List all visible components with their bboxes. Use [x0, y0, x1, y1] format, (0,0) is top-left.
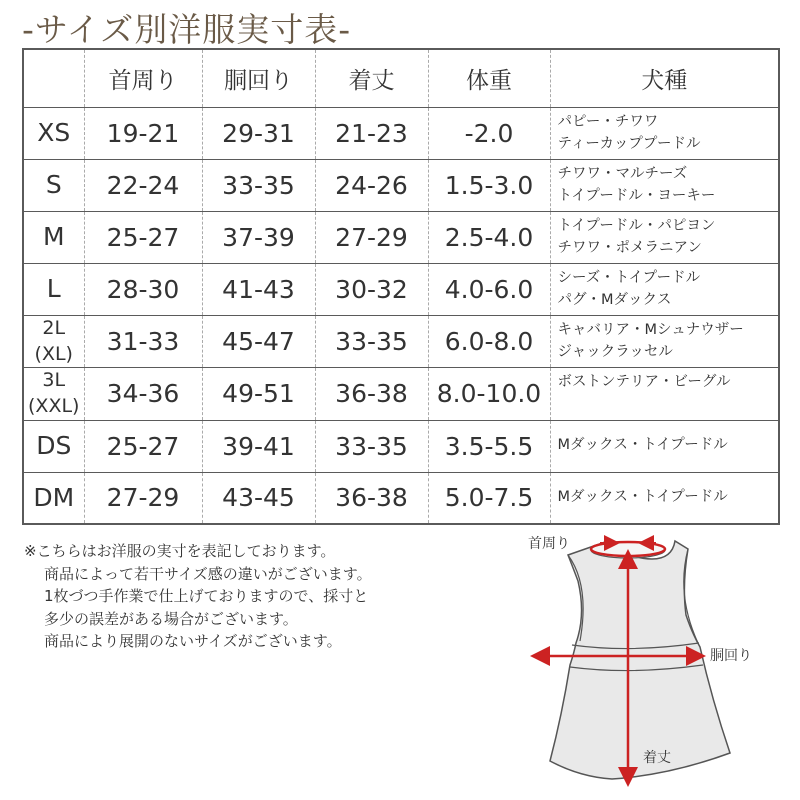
length-cell: 30-32 — [315, 264, 428, 316]
size-cell — [23, 368, 84, 420]
neck-cell: 31-33 — [84, 316, 202, 368]
note-line: 1枚づつ手作業で仕上げておりますので、採寸と — [44, 587, 369, 605]
header-chest: 胴回り — [202, 49, 315, 108]
weight-cell: 3.5-5.5 — [428, 420, 550, 472]
neck-cell: 34-36 — [84, 368, 202, 420]
breed-line: キャバリア・Mシュナウザー — [557, 322, 744, 338]
size-cell — [23, 160, 84, 212]
chest-cell: 37-39 — [202, 212, 315, 264]
chest-cell: 41-43 — [202, 264, 315, 316]
size-cell — [23, 472, 84, 524]
breed-line: ティーカッププードル — [557, 135, 701, 152]
breed-line: パグ・Mダックス — [557, 291, 672, 308]
header-weight: 体重 — [428, 49, 550, 108]
breed-cell — [550, 316, 779, 368]
breed-cell — [550, 212, 779, 264]
size-cell — [23, 264, 84, 316]
neck-cell: 19-21 — [84, 108, 202, 160]
length-cell: 36-38 — [315, 368, 428, 420]
breed-line: ボストンテリア・ビーグル — [557, 374, 731, 391]
chest-cell: 39-41 — [202, 420, 315, 472]
neck-cell: 25-27 — [84, 212, 202, 264]
length-label: 着丈 — [643, 750, 671, 766]
notes-block — [24, 540, 372, 653]
neck-label: 首周り — [528, 536, 570, 552]
length-cell: 24-26 — [315, 160, 428, 212]
weight-cell: 5.0-7.5 — [428, 472, 550, 524]
size-cell — [23, 420, 84, 472]
header-size — [23, 49, 84, 108]
breed-line: トイプードル・パピヨン — [557, 218, 716, 234]
dress-outline — [550, 541, 730, 779]
page-title: -サイズ別洋服実寸表- — [22, 10, 352, 49]
breed-line: トイプードル・ヨーキー — [557, 187, 716, 204]
table-row — [23, 108, 779, 160]
size-label: DM — [33, 482, 75, 512]
size-cell — [23, 316, 84, 368]
note-line: 多少の誤差がある場合がございます。 — [44, 609, 298, 628]
weight-cell: 2.5-4.0 — [428, 212, 550, 264]
size-label: 3L — [42, 369, 66, 392]
weight-cell: 1.5-3.0 — [428, 160, 550, 212]
breed-cell — [550, 420, 779, 472]
header-length: 着丈 — [315, 49, 428, 108]
weight-cell: 4.0-6.0 — [428, 264, 550, 316]
neck-cell: 27-29 — [84, 472, 202, 524]
breed-line: Mダックス・トイプードル — [557, 488, 728, 505]
breed-line: チワワ・マルチーズ — [557, 166, 688, 182]
note-line: 商品によって若干サイズ感の違いがございます。 — [44, 564, 372, 583]
size-label: S — [45, 170, 62, 200]
chest-cell: 29-31 — [202, 108, 315, 160]
breed-cell — [550, 264, 779, 316]
table-row — [23, 316, 779, 368]
size-label: 2L — [42, 317, 66, 339]
size-chart-table — [22, 48, 780, 525]
length-cell: 21-23 — [315, 108, 428, 160]
breed-cell — [550, 108, 779, 160]
neck-cell: 25-27 — [84, 420, 202, 472]
size-label: XS — [37, 118, 71, 148]
size-cell — [23, 108, 84, 160]
size-label-sub: (XXL) — [28, 394, 80, 417]
breed-line: ジャックラッセル — [557, 343, 673, 360]
measurement-diagram — [500, 525, 800, 800]
note-line: ※こちらはお洋服の実寸を表記しております。 — [24, 542, 336, 560]
note-line: 商品により展開のないサイズがございます。 — [44, 632, 342, 650]
table-row — [23, 212, 779, 264]
breed-line: チワワ・ポメラニアン — [557, 239, 702, 256]
breed-line: パピー・チワワ — [557, 114, 659, 130]
length-cell: 36-38 — [315, 472, 428, 524]
weight-cell: 6.0-8.0 — [428, 316, 550, 368]
length-cell: 33-35 — [315, 420, 428, 472]
breed-cell — [550, 368, 779, 420]
table-row — [23, 472, 779, 524]
length-cell: 33-35 — [315, 316, 428, 368]
table-row — [23, 368, 779, 420]
breed-line: Mダックス・トイプードル — [557, 437, 728, 454]
table-row — [23, 160, 779, 212]
table-row — [23, 420, 779, 472]
breed-cell — [550, 160, 779, 212]
chest-cell: 43-45 — [202, 472, 315, 524]
length-cell: 27-29 — [315, 212, 428, 264]
neck-cell: 22-24 — [84, 160, 202, 212]
size-label-sub: (XL) — [34, 342, 73, 365]
neck-cell: 28-30 — [84, 264, 202, 316]
chest-cell: 33-35 — [202, 160, 315, 212]
weight-cell: 8.0-10.0 — [428, 368, 550, 420]
breed-cell — [550, 472, 779, 524]
table-row — [23, 264, 779, 316]
size-cell — [23, 212, 84, 264]
chest-label: 胴回り — [710, 648, 752, 664]
size-label: L — [46, 274, 61, 304]
chest-cell: 45-47 — [202, 316, 315, 368]
weight-cell: -2.0 — [428, 108, 550, 160]
header-neck: 首周り — [84, 49, 202, 108]
header-breed: 犬種 — [550, 49, 779, 108]
chest-cell: 49-51 — [202, 368, 315, 420]
size-label: DS — [36, 430, 72, 460]
breed-line: シーズ・トイプードル — [557, 270, 701, 286]
size-label: M — [42, 222, 65, 252]
table-header-row — [23, 49, 779, 108]
